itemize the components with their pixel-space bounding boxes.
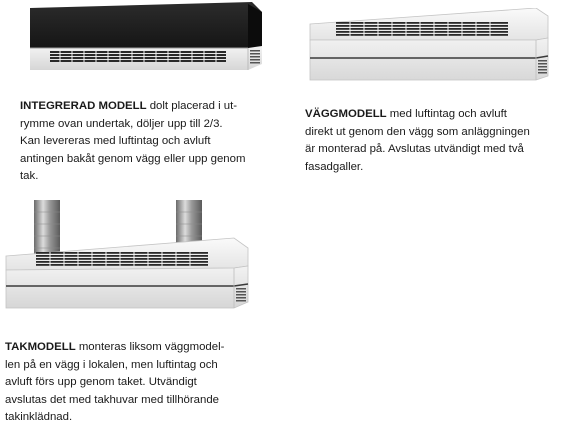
integrerad-unit-image [20, 2, 265, 70]
integrerad-title: INTEGRERAD MODELL [20, 100, 147, 112]
tak-line-2: len på en vägg i lokalen, men luftintag och [5, 358, 218, 371]
integrerad-line-2: rymme ovan undertak, döljer upp till 2/3. [20, 117, 223, 130]
tak-title: TAKMODELL [5, 341, 76, 353]
integrerad-line-3: Kan levereras med luftintag och avluft [20, 135, 211, 147]
integrerad-line-5: tak. [20, 170, 39, 182]
tak-line-4: avslutas det med takhuvar med tillhörande [5, 393, 220, 406]
integrerad-caption [20, 98, 270, 186]
vagg-caption [305, 106, 560, 176]
integrerad-line-1: dolt placerad i ut- [146, 100, 238, 112]
vagg-line-2: direkt ut genom den vägg som anläggningen [305, 125, 530, 138]
tak-caption [5, 339, 265, 427]
tak-unit-image [4, 198, 252, 312]
vagg-line-1: med luftintag och avluft [386, 108, 507, 120]
vagg-line-3: är monterad på. Avslutas utvändigt med två [305, 143, 524, 155]
tak-line-3: avluft förs upp genom taket. Utvändigt [5, 376, 197, 388]
tak-line-1: monteras liksom väggmodel- [75, 341, 225, 353]
integrerad-line-4: antingen bakåt genom vägg eller upp genom [20, 152, 246, 165]
tak-line-5: takinklädnad. [5, 411, 73, 423]
vagg-title: VÄGGMODELL [305, 108, 387, 120]
vagg-unit-image [308, 8, 552, 88]
vagg-line-4: fasadgaller. [305, 160, 364, 173]
